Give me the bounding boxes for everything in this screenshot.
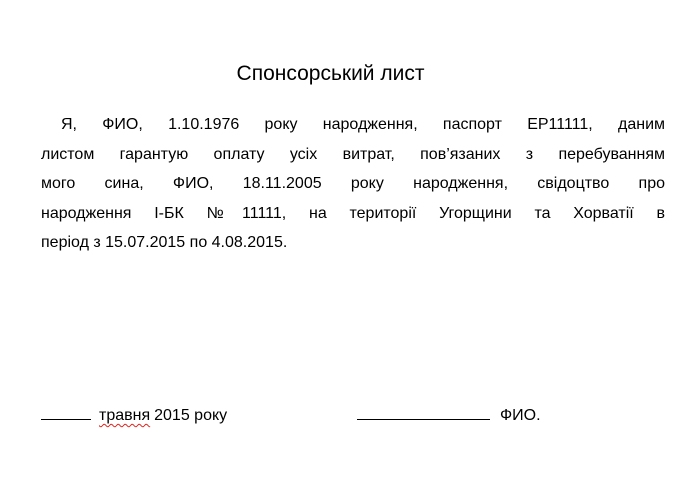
signature-row: [0, 403, 693, 427]
signer-name: ФИО.: [500, 407, 541, 424]
body-line-2: листом гарантую оплату усіх витрат, пов’язаних з перебуванням: [41, 145, 665, 163]
day-blank: [41, 403, 91, 420]
body-line-4: народження І-БК №11111, на території Угорщини та Хорватії в: [41, 204, 665, 222]
signature-line: [357, 403, 541, 427]
body-line-1: Я, ФИО, 1.10.1976 року народження, паспорт ЕР11111, даним: [61, 116, 665, 133]
date-line: [41, 403, 227, 427]
month-word: травня: [99, 407, 151, 424]
year-text: 2015 року: [154, 407, 228, 424]
letter-body: [41, 110, 665, 258]
signature-blank: [357, 403, 490, 420]
body-line-3: мого сина, ФИО, 18.11.2005 року народження, свідоцтво про: [41, 175, 665, 192]
body-line-5: період з 15.07.2015 по 4.08.2015.: [41, 234, 288, 251]
document-title: Спонсорський лист: [236, 62, 425, 85]
